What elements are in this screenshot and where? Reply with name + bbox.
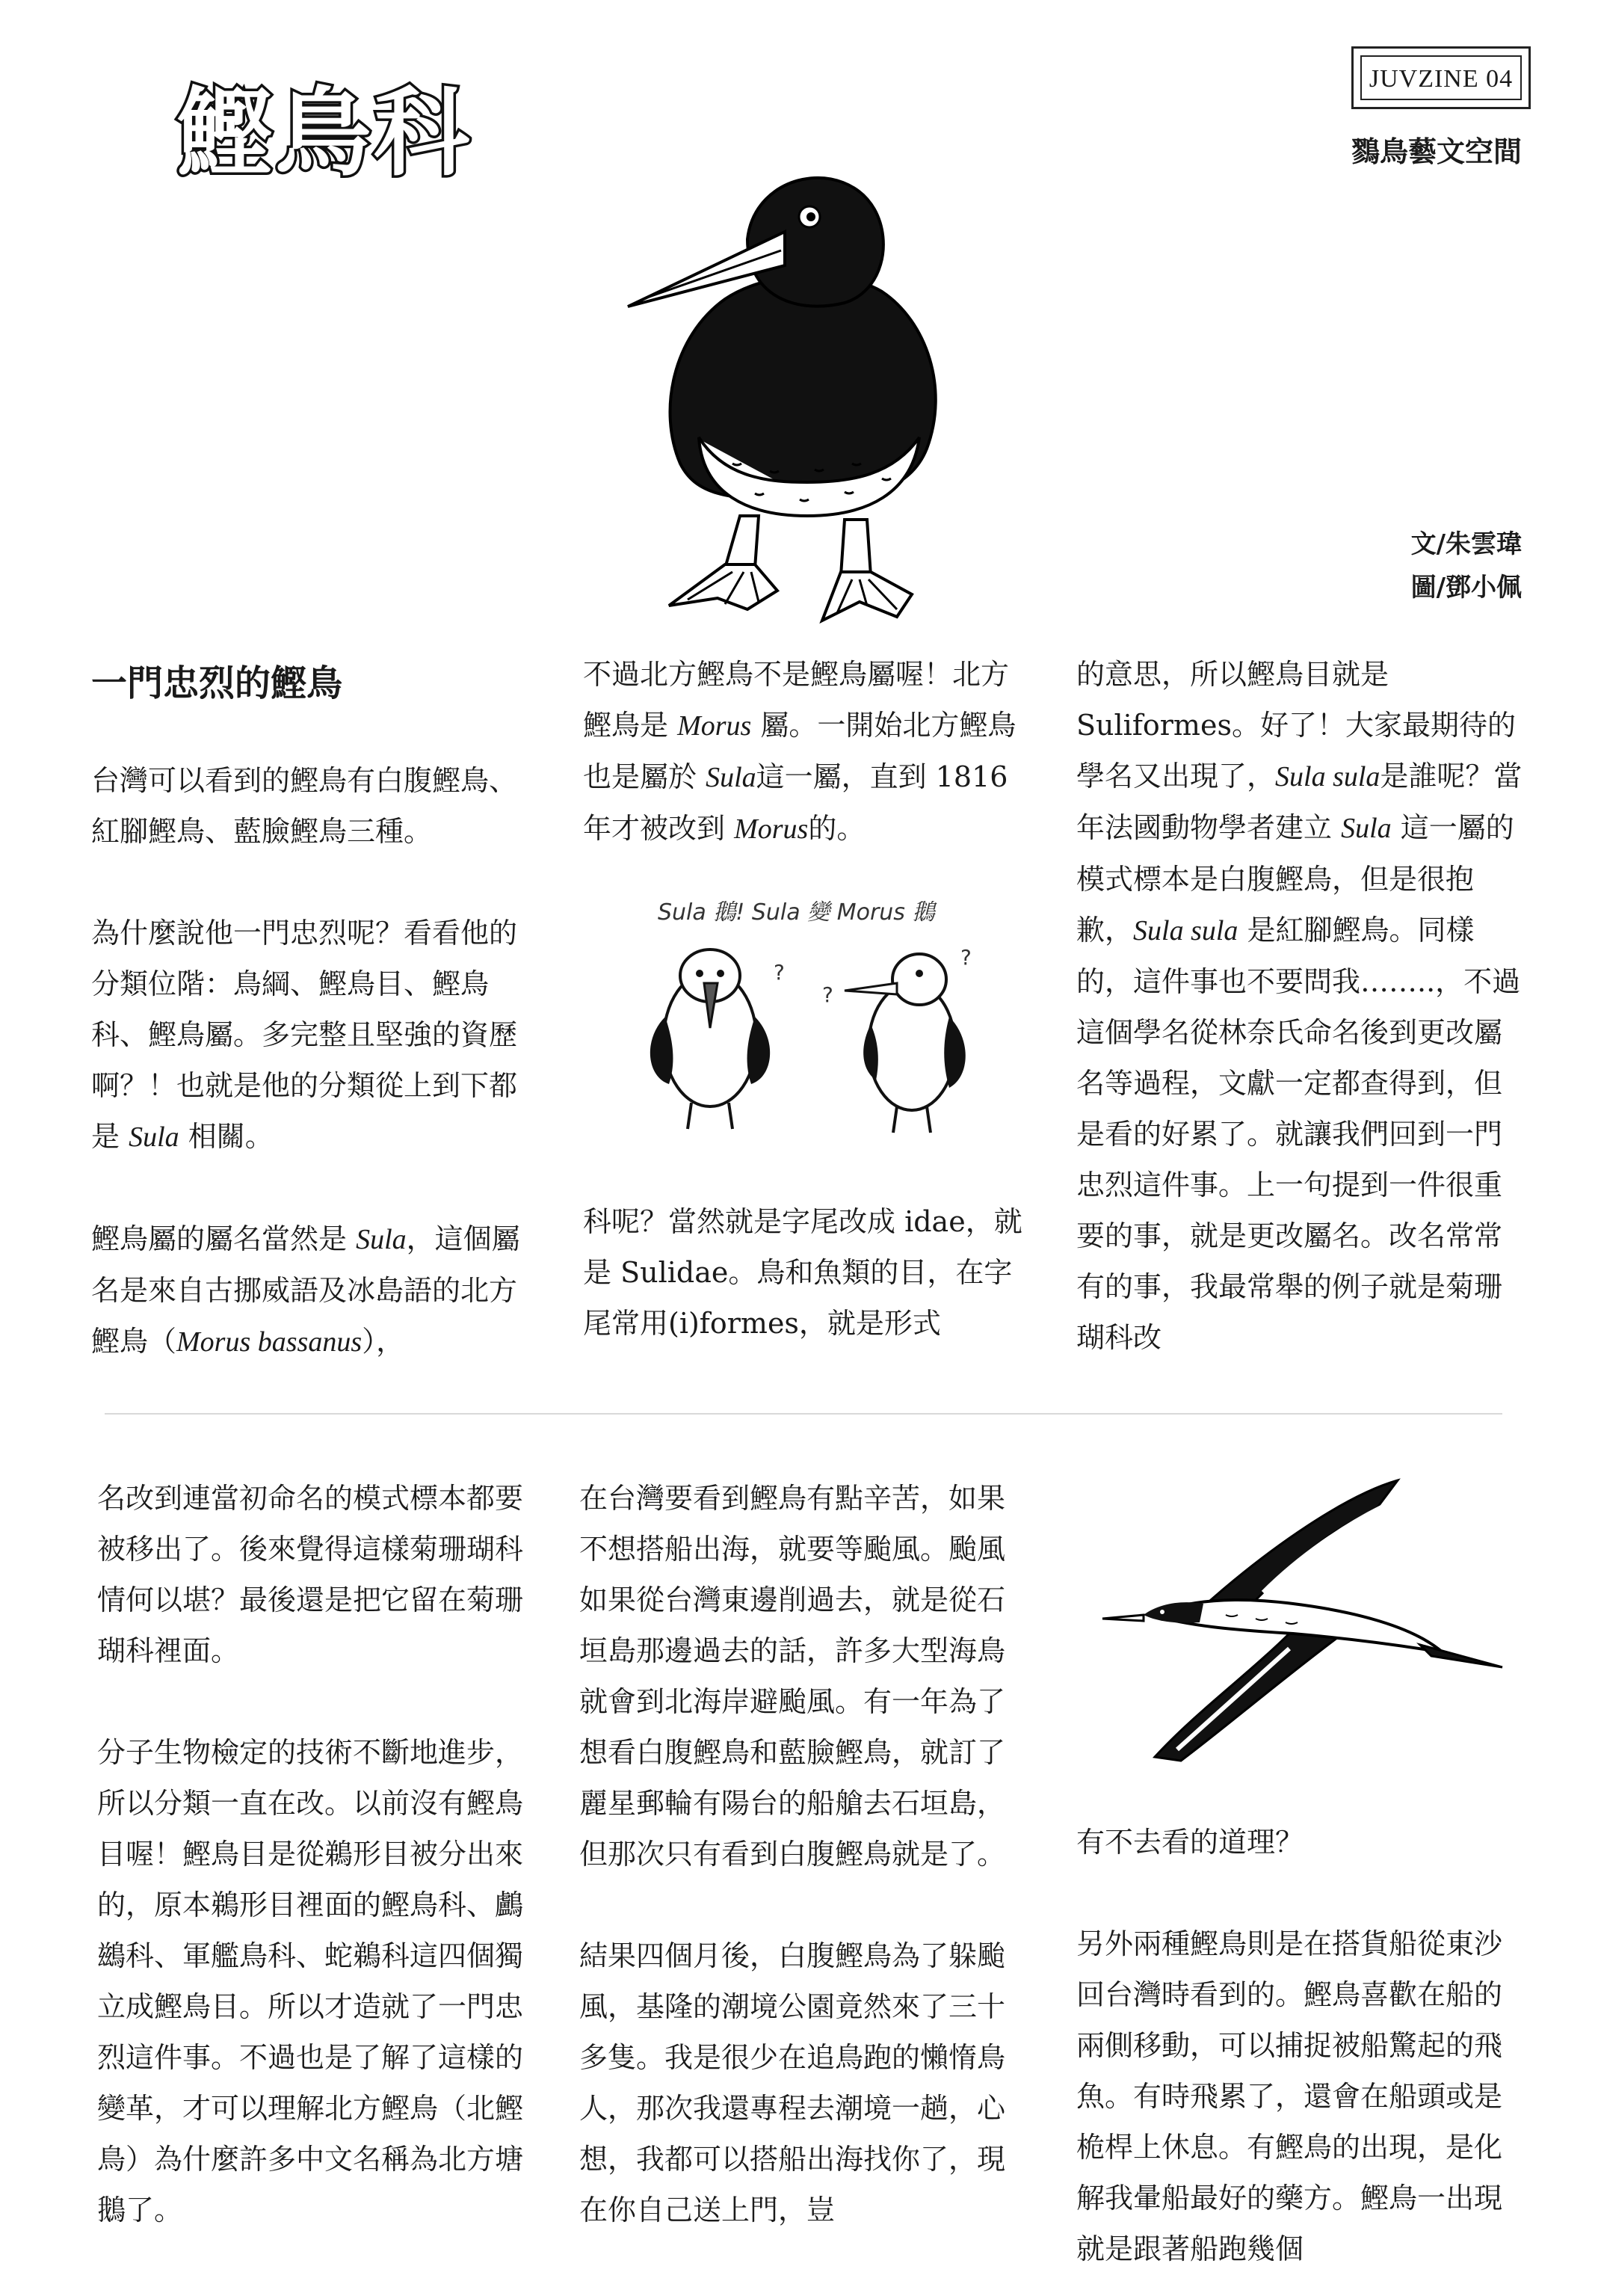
- genus-name: Morus: [677, 710, 752, 742]
- article-heading: 一門忠烈的鰹鳥: [91, 662, 343, 704]
- paragraph: 在台灣要看到鰹鳥有點辛苦，如果不想搭船出海，就要等颱風。颱風如果從台灣東邊削過去，就是從石垣島那邊過去的話，許多大型海鳥就會到北海岸避颱風。有一年為了想看白腹鰹鳥和藍臉鰹鳥，就訂了麗星郵輪有陽台的船艙去石垣島，但那次只有看到白腹鰹鳥就是了。: [579, 1482, 1006, 1871]
- zine-badge-label: JUVZINE 04: [1360, 55, 1522, 100]
- paragraph: 不過北方鰹鳥不是鰹鳥屬喔！北方鰹鳥是 Morus 屬。一開始北方鰹鳥也是屬於 Sula這一屬，直到 1816 年才被改到 Morus的。: [583, 658, 1017, 845]
- genus-name: Sula: [1341, 813, 1392, 844]
- text-column-6: [1076, 1817, 1525, 2274]
- author-credit: 文/朱雲瑋: [1410, 529, 1522, 559]
- binomial-name: Sula sula: [1133, 915, 1238, 947]
- page-title-art: [172, 75, 486, 187]
- standing-booby-illustration: [598, 142, 1002, 628]
- paragraph: 台灣可以看到的鰹鳥有白腹鰹鳥、紅腳鰹鳥、藍臉鰹鳥三種。: [91, 764, 518, 848]
- zine-badge: [1351, 46, 1531, 109]
- binomial-name: Sula sula: [1275, 761, 1380, 792]
- paragraph: 鰹鳥屬的屬名當然是 Sula，這個屬名是來自古挪威語及冰島語的北方鰹鳥（Morus bassanus），: [91, 1222, 520, 1358]
- genus-name: Morus: [734, 813, 809, 845]
- paragraph: 科呢？當然就是字尾改成 idae，就是 Sulidae。鳥和魚類的目，在字尾常用(i)formes，就是形式: [583, 1205, 1022, 1340]
- genus-name: Sula: [356, 1224, 407, 1255]
- question-mark: ?: [960, 945, 972, 970]
- paragraph: 為什麼說他一門忠烈呢？看看他的分類位階：鳥綱、鰹鳥目、鰹鳥科、鰹鳥屬。多完整且堅強的資歷啊？！也就是他的分類從上到下都是 Sula 相關。: [91, 917, 518, 1153]
- paragraph: 有不去看的道理？: [1076, 1826, 1304, 1859]
- genus-name: Sula: [129, 1121, 179, 1153]
- genus-name: Sula: [706, 762, 756, 793]
- page-title: [172, 75, 486, 187]
- two-boobies-illustration: [598, 890, 1017, 1159]
- organization-name: 鷚鳥藝文空間: [1351, 135, 1522, 168]
- section-divider: [105, 1413, 1502, 1415]
- text-column-2: [583, 649, 1031, 855]
- standing-booby-drawing: [598, 142, 1002, 628]
- paragraph: 的意思，所以鰹鳥目就是 Suliformes。好了！大家最期待的學名又出現了，Sula sula是誰呢？當年法國動物學者建立 Sula 這一屬的模式標本是白腹鰹鳥，但是很抱歉，Sula sula 是紅腳鰹鳥。同樣的，這件事也不要問我……..，不過這個學名從林奈氏命名後到更改屬名等過程，文獻一定都查得到，但是看的好累了。就讓我們回到一門忠烈這件事。上一句提到一件很重要的事，就是更改屬名。改名常常有的事，我最常舉的例子就是菊珊瑚科改: [1076, 658, 1523, 1354]
- question-mark: ?: [822, 982, 833, 1007]
- text-column-2-continued: [583, 1196, 1031, 1349]
- page-title-text: 鰹鳥科: [176, 78, 473, 187]
- illustration-caption: Sula 鵝! Sula 變 Morus 鵝: [658, 899, 935, 926]
- text-column-3: [1076, 649, 1525, 1363]
- two-boobies-drawing: [598, 890, 1017, 1159]
- paragraph: 名改到連當初命名的模式標本都要被移出了。後來覺得這樣菊珊瑚科情何以堪？最後還是把它留在菊珊瑚科裡面。: [97, 1482, 524, 1667]
- text-column-5: [579, 1473, 1028, 2235]
- species-name: Morus bassanus: [176, 1326, 363, 1358]
- text-column-1: [91, 755, 540, 1367]
- illustrator-credit: 圖/鄧小佩: [1410, 573, 1522, 603]
- flying-booby-illustration: [1099, 1465, 1517, 1779]
- flying-booby-drawing: [1099, 1465, 1517, 1779]
- question-mark: ?: [774, 960, 785, 985]
- paragraph: 結果四個月後，白腹鰹鳥為了躲颱風，基隆的潮境公園竟然來了三十多隻。我是很少在追鳥跑的懶惰鳥人，那次我還專程去潮境一趟，心想，我都可以搭船出海找你了，現在你自己送上門，豈: [579, 1939, 1006, 2226]
- paragraph: 分子生物檢定的技術不斷地進步，所以分類一直在改。以前沒有鰹鳥目喔！鰹鳥目是從鵜形目被分出來的，原本鵜形目裡面的鰹鳥科、鸕鷀科、軍艦鳥科、蛇鵜科這四個獨立成鰹鳥目。所以才造就了一門忠烈這件事。不過也是了解了這樣的變革，才可以理解北方鰹鳥（北鰹鳥）為什麼許多中文名稱為北方塘鵝了。: [97, 1736, 524, 2226]
- paragraph: 另外兩種鰹鳥則是在搭貨船從東沙回台灣時看到的。鰹鳥喜歡在船的兩側移動，可以捕捉被船驚起的飛魚。有時飛累了，還會在船頭或是桅桿上休息。有鰹鳥的出現，是化解我暈船最好的藥方。鰹鳥一出現就是跟著船跑幾個: [1076, 1927, 1503, 2265]
- text-column-4: [97, 1473, 523, 2235]
